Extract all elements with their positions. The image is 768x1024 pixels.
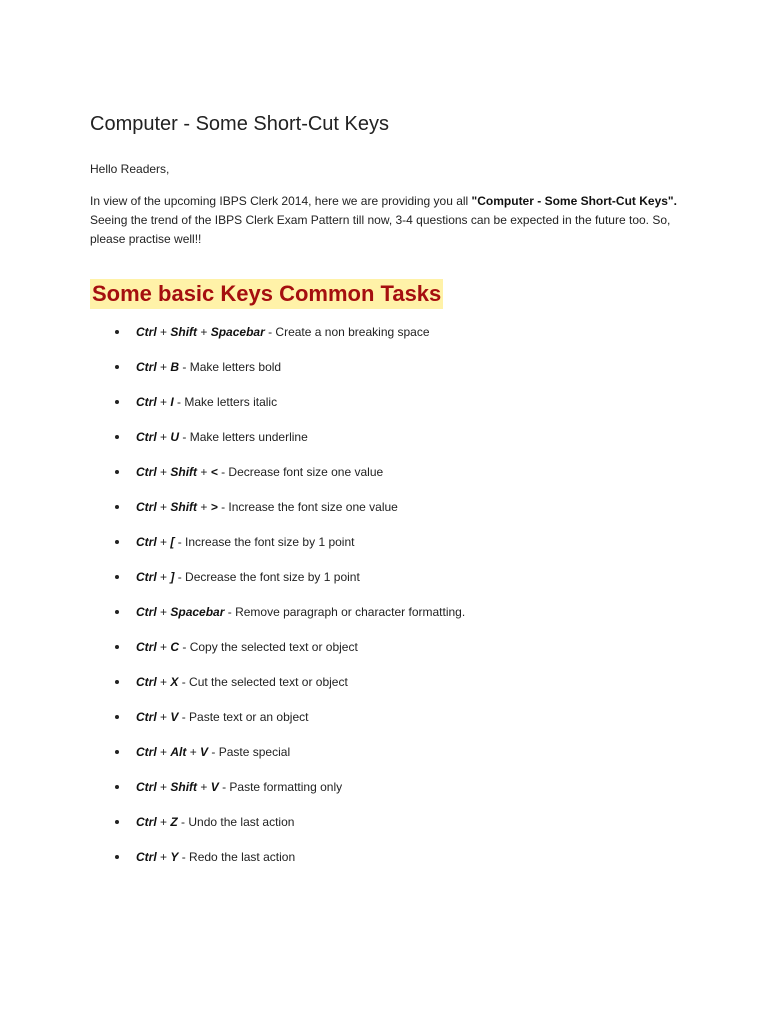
bullet-icon <box>115 610 119 614</box>
shortcut-key: Ctrl <box>136 815 157 829</box>
shortcut-key: Ctrl <box>136 745 157 759</box>
shortcut-key: Ctrl <box>136 675 157 689</box>
bullet-icon <box>115 365 119 369</box>
shortcut-description: Make letters italic <box>184 395 278 409</box>
shortcut-item <box>90 428 680 446</box>
shortcut-list <box>90 323 680 866</box>
key-plus-separator: + <box>186 745 201 759</box>
key-plus-separator: + <box>156 500 171 514</box>
shortcut-description: Cut the selected text or object <box>189 675 348 689</box>
shortcut-separator: - <box>178 850 190 864</box>
shortcut-item <box>90 778 680 796</box>
key-plus-separator: + <box>156 850 171 864</box>
shortcut-description: Make letters underline <box>189 430 308 444</box>
shortcut-description: Copy the selected text or object <box>189 640 358 654</box>
shortcut-key: I <box>170 395 174 409</box>
shortcut-key: Ctrl <box>136 395 157 409</box>
shortcut-item <box>90 393 680 411</box>
shortcut-item <box>90 813 680 831</box>
bullet-icon <box>115 785 119 789</box>
shortcut-item <box>90 463 680 481</box>
key-plus-separator: + <box>156 815 171 829</box>
shortcut-item <box>90 568 680 586</box>
shortcut-key: B <box>170 360 180 374</box>
intro-text-before: In view of the upcoming IBPS Clerk 2014, here we are providing you all <box>90 194 472 208</box>
bullet-icon <box>115 820 119 824</box>
shortcut-description: Remove paragraph or character formatting. <box>235 605 466 619</box>
intro-paragraph <box>90 192 680 249</box>
section-heading-wrapper <box>90 249 680 309</box>
bullet-icon <box>115 680 119 684</box>
shortcut-key: Ctrl <box>136 360 157 374</box>
shortcut-key: Ctrl <box>136 465 157 479</box>
shortcut-key: Ctrl <box>136 570 157 584</box>
document-page <box>90 110 680 883</box>
shortcut-separator: - <box>179 430 190 444</box>
shortcut-key: Shift <box>170 500 198 514</box>
bullet-icon <box>115 470 119 474</box>
shortcut-key: [ <box>170 535 175 549</box>
shortcut-separator: - <box>178 710 190 724</box>
shortcut-key: Spacebar <box>210 325 265 339</box>
shortcut-description: Decrease font size one value <box>228 465 384 479</box>
bullet-icon <box>115 505 119 509</box>
shortcut-description: Paste special <box>218 745 291 759</box>
key-plus-separator: + <box>156 745 171 759</box>
shortcut-separator: - <box>177 815 189 829</box>
shortcut-description: Redo the last action <box>189 850 296 864</box>
shortcut-key: Shift <box>170 780 198 794</box>
bullet-icon <box>115 400 119 404</box>
shortcut-description: Decrease the font size by 1 point <box>185 570 360 584</box>
intro-text-bold: "Computer - Some Short-Cut Keys". <box>471 194 677 208</box>
shortcut-key: Ctrl <box>136 710 157 724</box>
shortcut-description: Increase the font size one value <box>228 500 398 514</box>
shortcut-separator: - <box>264 325 276 339</box>
shortcut-item <box>90 323 680 341</box>
shortcut-item <box>90 673 680 691</box>
bullet-icon <box>115 540 119 544</box>
shortcut-item <box>90 603 680 621</box>
shortcut-key: Ctrl <box>136 325 157 339</box>
shortcut-key: V <box>170 710 179 724</box>
shortcut-key: ] <box>170 570 175 584</box>
key-plus-separator: + <box>156 465 171 479</box>
shortcut-item <box>90 498 680 516</box>
shortcut-description: Increase the font size by 1 point <box>185 535 355 549</box>
shortcut-separator: - <box>174 570 186 584</box>
shortcut-description: Undo the last action <box>188 815 295 829</box>
shortcut-key: Ctrl <box>136 640 157 654</box>
bullet-icon <box>115 855 119 859</box>
key-plus-separator: + <box>156 325 171 339</box>
shortcut-key: Y <box>170 850 179 864</box>
key-plus-separator: + <box>156 780 171 794</box>
bullet-icon <box>115 750 119 754</box>
shortcut-separator: - <box>173 395 185 409</box>
key-plus-separator: + <box>156 640 171 654</box>
shortcut-item <box>90 848 680 866</box>
shortcut-description: Make letters bold <box>189 360 282 374</box>
shortcut-key: Z <box>170 815 178 829</box>
shortcut-key: Spacebar <box>170 605 225 619</box>
shortcut-key: Ctrl <box>136 500 157 514</box>
shortcut-separator: - <box>179 640 190 654</box>
shortcut-key: Shift <box>170 465 198 479</box>
shortcut-key: Ctrl <box>136 535 157 549</box>
shortcut-key: Shift <box>170 325 198 339</box>
shortcut-key: Ctrl <box>136 605 157 619</box>
shortcut-key: Ctrl <box>136 850 157 864</box>
shortcut-description: Paste formatting only <box>229 780 343 794</box>
shortcut-key: U <box>170 430 180 444</box>
shortcut-item <box>90 358 680 376</box>
key-plus-separator: + <box>197 465 211 479</box>
shortcut-separator: - <box>217 500 229 514</box>
shortcut-item <box>90 743 680 761</box>
shortcut-item <box>90 533 680 551</box>
key-plus-separator: + <box>156 605 171 619</box>
bullet-icon <box>115 435 119 439</box>
greeting-text: Hello Readers, <box>90 162 170 176</box>
shortcut-key: X <box>170 675 179 689</box>
key-plus-separator: + <box>156 360 171 374</box>
shortcut-key: C <box>170 640 180 654</box>
key-plus-separator: + <box>156 570 171 584</box>
bullet-icon <box>115 575 119 579</box>
shortcut-separator: - <box>178 675 190 689</box>
key-plus-separator: + <box>156 535 171 549</box>
shortcut-separator: - <box>224 605 236 619</box>
shortcut-key: V <box>200 745 209 759</box>
key-plus-separator: + <box>156 395 171 409</box>
key-plus-separator: + <box>197 500 211 514</box>
page-title: Computer - Some Short-Cut Keys <box>90 113 389 135</box>
shortcut-separator: - <box>179 360 190 374</box>
shortcut-description: Create a non breaking space <box>275 325 430 339</box>
intro-text-after: Seeing the trend of the IBPS Clerk Exam Pattern till now, 3-4 questions can be expected in the future too. So, please practise well!! <box>90 213 671 246</box>
shortcut-key: > <box>210 500 218 514</box>
shortcut-key: Alt <box>170 745 187 759</box>
key-plus-separator: + <box>197 325 211 339</box>
bullet-icon <box>115 645 119 649</box>
key-plus-separator: + <box>156 675 171 689</box>
shortcut-separator: - <box>218 780 230 794</box>
shortcut-key: Ctrl <box>136 780 157 794</box>
shortcut-item <box>90 708 680 726</box>
bullet-icon <box>115 715 119 719</box>
shortcut-key: Ctrl <box>136 430 157 444</box>
shortcut-description: Paste text or an object <box>189 710 309 724</box>
bullet-icon <box>115 330 119 334</box>
key-plus-separator: + <box>156 430 171 444</box>
shortcut-separator: - <box>174 535 186 549</box>
key-plus-separator: + <box>156 710 171 724</box>
shortcut-item <box>90 638 680 656</box>
shortcut-key: V <box>210 780 219 794</box>
key-plus-separator: + <box>197 780 211 794</box>
shortcut-separator: - <box>208 745 219 759</box>
section-heading: Some basic Keys Common Tasks <box>90 279 443 309</box>
shortcut-separator: - <box>217 465 229 479</box>
shortcut-key: < <box>210 465 218 479</box>
